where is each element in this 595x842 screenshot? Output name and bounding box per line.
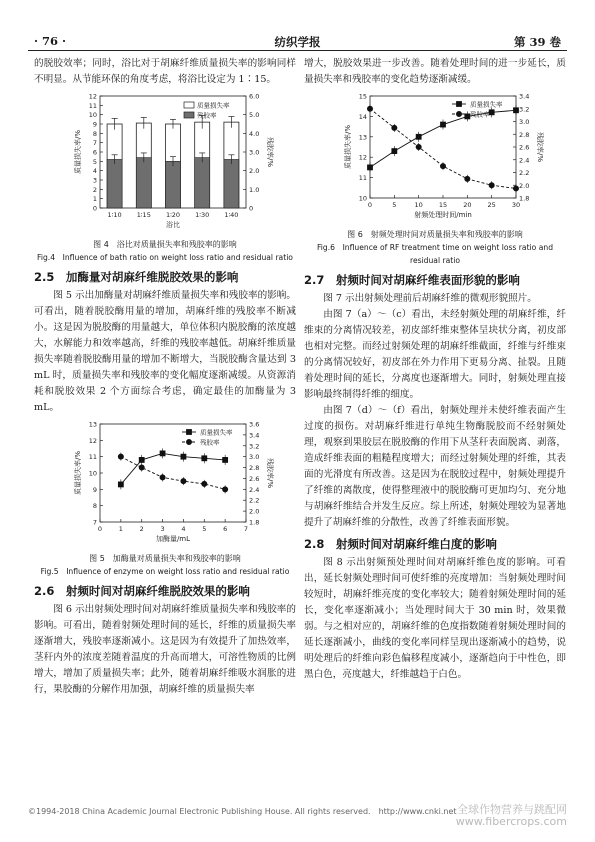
running-header xyxy=(28,32,567,51)
y2-tick-label: 6.0 xyxy=(249,92,260,101)
point-loss xyxy=(223,457,228,462)
y2-tick-label: 3.4 xyxy=(519,92,530,101)
x-tick-label: 1∶40 xyxy=(224,211,239,219)
section-2-7-title: 2.7 射频时间对胡麻纤维表面形貌的影响 xyxy=(304,273,520,287)
x-tick-label: 6 xyxy=(223,525,228,533)
section-2-7-p1: 图 7 示出射频处理前后胡麻纤维的微观形貌照片。 xyxy=(323,293,537,304)
legend-marker-residual xyxy=(456,111,461,116)
y2-tick-label: 0 xyxy=(249,204,254,213)
legend-swatch-loss xyxy=(184,102,194,108)
legend-marker-loss xyxy=(457,102,462,107)
section-2-6-text: 图 6 示出射频处理时间对胡麻纤维质量损失率和残胶率的影响。可看出，随着射频处理时间的延长，纤维的质量损失率逐渐增大，残胶率逐渐减小。这是因为有效提升了加热效率，茎秆内外的浓度差随着温度的升高而增大，可溶性物质的比例增大，增加了质量损失率；此外，随着胡麻纤维吸水润胀的进行，果胶酶的分解作用加强，胡麻纤维的质量损失率 xyxy=(34,604,296,695)
y2-tick-label: 5.0 xyxy=(249,111,260,120)
figure-4-caption-en: Fig.4 Influence of bath ratio on weight loss ratio and residual ratio xyxy=(37,253,293,262)
y2-tick-label: 3.0 xyxy=(249,453,260,462)
y-tick-label: 10 xyxy=(358,194,367,203)
y2-tick-label: 2.4 xyxy=(519,156,530,165)
watermark-zh: 全球作物营养与跳配网 xyxy=(457,803,567,816)
y2-tick-label: 1.8 xyxy=(249,518,260,527)
y-tick-label: 5 xyxy=(92,157,97,166)
x-axis-label: 射频处理时间/min xyxy=(414,211,472,219)
y2-tick-label: 2.0 xyxy=(519,181,530,190)
y-tick-label: 12 xyxy=(88,436,97,445)
bar-residual xyxy=(195,158,210,208)
paragraph-continued: 的脱胶效率；同时，浴比对于胡麻纤维质量损失率的影响同样不明显。从节能环保的角度考虑，将浴比设定为 1∶15。 xyxy=(34,58,296,85)
point-loss xyxy=(489,110,494,115)
x-tick-label: 1 xyxy=(118,525,123,533)
y2-axis-label: 残胶率/% xyxy=(536,131,544,163)
point-loss xyxy=(392,149,397,154)
volume-label: 第 39 卷 xyxy=(513,35,561,49)
watermark xyxy=(456,804,567,828)
point-loss xyxy=(181,454,186,459)
point-residual xyxy=(416,144,421,149)
bar-residual xyxy=(166,161,181,208)
y-tick-label: 1 xyxy=(92,195,97,204)
point-residual xyxy=(440,164,445,169)
enzyme-dosage-chart xyxy=(34,418,296,546)
y2-tick-label: 2.8 xyxy=(249,464,260,473)
legend-marker-loss xyxy=(187,430,192,435)
point-loss xyxy=(368,165,373,170)
y-axis-label: 质量损失率/% xyxy=(74,129,82,175)
point-loss xyxy=(160,451,165,456)
point-residual xyxy=(202,481,207,486)
x-tick-label: 1∶30 xyxy=(195,211,210,219)
x-tick-label: 1∶10 xyxy=(107,211,122,219)
y2-tick-label: 2.6 xyxy=(519,143,530,152)
x-tick-label: 30 xyxy=(511,201,521,209)
page-number: · 76 · xyxy=(34,34,67,48)
y-tick-label: 10 xyxy=(88,469,97,478)
journal-name: 纺织学报 xyxy=(274,35,321,49)
point-residual xyxy=(489,183,494,188)
x-tick-label: 20 xyxy=(463,201,472,209)
y2-tick-label: 3.2 xyxy=(519,105,530,114)
y-tick-label: 4 xyxy=(92,167,97,176)
y-tick-label: 7 xyxy=(92,518,97,527)
legend-label-residual: 残胶率 xyxy=(470,110,490,119)
plot-frame xyxy=(100,424,246,522)
bar-residual xyxy=(136,158,151,208)
y-tick-label: 11 xyxy=(88,453,97,462)
y-tick-label: 9 xyxy=(92,120,97,129)
section-2-8-text: 图 8 示出射频预处理时间对胡麻纤维色度的影响。可看出，延长射频处理时间可使纤维的亮度增加：当射频处理时间较短时，胡麻纤维亮度的变化率较大；随着射频处理时间的延长，变化率逐渐减小；当处理时间大于 30 min 时，效果微弱。与之相对应的，胡麻纤维的色度指数随着射频处理时间的延长逐渐减小，曲线的变化率同样呈现出逐渐减小的趋势，说明处理后的纤维向彩色偏移程度减小，逐渐趋向于中性色，即黑白色，亮度越大，纤维越趋于白色。 xyxy=(304,557,566,680)
y-tick-label: 0 xyxy=(92,204,97,213)
figure-6 xyxy=(304,90,566,267)
footer xyxy=(28,803,567,828)
y-tick-label: 10 xyxy=(88,111,97,120)
y-axis-label: 质量损失率/% xyxy=(344,124,352,170)
rf-time-chart xyxy=(304,90,566,222)
x-tick-label: 7 xyxy=(243,525,249,533)
y2-tick-label: 2.2 xyxy=(249,496,260,505)
y-tick-label: 7 xyxy=(92,139,97,148)
y-tick-label: 8 xyxy=(92,129,97,138)
y2-tick-label: 3.0 xyxy=(249,148,260,157)
point-loss xyxy=(514,108,519,113)
y2-tick-label: 3.6 xyxy=(249,420,260,429)
y2-tick-label: 3.0 xyxy=(519,118,530,126)
paragraph-continued-right: 增大，脱胶效果进一步改善。随着处理时间的进一步延长，质量损失率和残胶率的变化趋势逐渐减缓。 xyxy=(304,58,566,85)
y2-tick-label: 1.8 xyxy=(519,194,530,203)
point-residual xyxy=(160,475,165,480)
y2-tick-label: 2.8 xyxy=(519,130,530,139)
y2-tick-label: 2.0 xyxy=(249,167,260,176)
y-tick-label: 2 xyxy=(92,185,97,194)
y2-axis-label: 残胶率/% xyxy=(266,457,274,489)
point-residual xyxy=(513,186,518,191)
line-loss xyxy=(370,110,516,167)
figure-4 xyxy=(34,90,296,264)
y-tick-label: 3 xyxy=(92,176,97,185)
y-tick-label: 6 xyxy=(92,148,97,157)
point-residual xyxy=(465,176,470,181)
x-tick-label: 5 xyxy=(392,201,397,209)
section-2-8-title: 2.8 射频时间对胡麻纤维白度的影响 xyxy=(304,537,497,551)
legend-label-loss: 质量损失率 xyxy=(470,100,503,109)
y-tick-label: 14 xyxy=(358,112,367,121)
point-residual xyxy=(139,465,144,470)
x-tick-label: 3 xyxy=(160,525,165,533)
point-residual xyxy=(392,125,397,130)
point-loss xyxy=(202,456,207,461)
y-tick-label: 11 xyxy=(88,101,97,110)
x-tick-label: 25 xyxy=(487,201,496,209)
y-tick-label: 13 xyxy=(358,133,367,142)
x-tick-label: 1∶15 xyxy=(136,211,151,219)
line-loss xyxy=(121,453,225,484)
copyright-line: ©1994-2018 China Academic Journal Electronic Publishing House. All rights reserved. http://www.cnki.net xyxy=(28,807,457,816)
section-2-5-text: 图 5 示出加酶量对胡麻纤维质量损失率和残胶率的影响。可看出，随着脱胶酶用量的增加，胡麻纤维的残胶率不断减小。这是因为脱胶酶的用量越大，单位体积内脱胶酶的浓度越大，水解能力和效率越高，纤维的残胶率越低。胡麻纤维质量损失率随着脱胶酶用量的增加不断增大，当脱胶酶含量达到 3 mL 时，质量损失率和残胶率的变化幅度逐渐减缓。从资源消耗和脱胶效果 2 个方面综合考虑，确定最佳的加酶量为 3 mL。 xyxy=(34,290,296,413)
bath-ratio-chart xyxy=(34,90,296,232)
watermark-en: www.fibercrops.com xyxy=(455,815,567,828)
figure-5 xyxy=(34,418,296,578)
y-tick-label: 9 xyxy=(92,485,97,494)
bar-residual xyxy=(107,159,122,208)
point-loss xyxy=(441,122,446,127)
point-residual xyxy=(223,487,228,492)
y-tick-label: 13 xyxy=(88,420,97,429)
legend-label-loss: 质量损失率 xyxy=(200,428,233,437)
y2-tick-label: 3.2 xyxy=(249,442,260,451)
y2-tick-label: 2.4 xyxy=(249,485,260,494)
x-tick-label: 0 xyxy=(97,525,103,533)
y-tick-label: 8 xyxy=(92,502,97,511)
point-loss xyxy=(416,134,421,139)
y-tick-label: 15 xyxy=(358,92,367,101)
section-2-5-title: 2.5 加酶量对胡麻纤维脱胶效果的影响 xyxy=(34,270,239,284)
y2-tick-label: 2.2 xyxy=(519,169,530,177)
x-tick-label: 4 xyxy=(181,525,186,533)
x-tick-label: 5 xyxy=(202,525,207,533)
x-tick-label: 0 xyxy=(367,201,373,209)
legend-label-loss: 质量损失率 xyxy=(197,101,230,110)
bar-residual xyxy=(224,159,239,208)
point-residual xyxy=(367,106,372,111)
point-residual xyxy=(118,454,123,459)
section-2-7-p3: 由图 7（d）～（f）看出，射频处理并未使纤维表面产生过度的损伤。对胡麻纤维进行单纯生物酶脱胶而不经射频处理，观察到果胶层在脱胶酶的作用下从茎秆表面脱离、剥落，造成纤维表面的粗糙程度增大；而经过射频处理的纤维，其表面的光滑度有所改善。这是因为在脱胶过程中，射频处理提升了纤维的离散度，使得整理液中的脱胶酶可更加均匀、充分地与胡麻纤维结合并发生反应。综上所述，射频处理较为显著地提升了胡麻纤维的分散性，改善了纤维表面形貌。 xyxy=(304,405,566,528)
y2-tick-label: 2.0 xyxy=(249,507,260,516)
left-column xyxy=(34,56,296,698)
y-axis-label: 质量损失率/% xyxy=(74,450,82,496)
figure-4-caption-zh: 图 4 浴比对质量损失率和残胶率的影响 xyxy=(93,240,237,249)
point-residual xyxy=(181,479,186,484)
x-axis-label: 浴比 xyxy=(166,221,180,229)
x-tick-label: 15 xyxy=(438,201,448,209)
legend-swatch-residual xyxy=(184,112,194,118)
section-2-7-p2: 由图 7（a）～（c）看出，未经射频处理的胡麻纤维，纤维束的分离情况较差，初皮部纤维束整体呈块状分离，初皮部也相对完整。而经过射频处理的胡麻纤维截面，纤维与纤维束的分离情况较好，初皮部在外力作用下更易分离、扯裂。且随着处理时间的延长，分离度也逐渐增大。同时，射频处理直接影响最终制得纤维的细度。 xyxy=(304,309,566,400)
figure-5-caption-en: Fig.5 Influence of enzyme on weight loss ratio and residual ratio xyxy=(40,567,290,576)
figure-6-caption-zh: 图 6 射频处理时间对质量损失率和残胶率的影响 xyxy=(347,230,523,239)
y-tick-label: 12 xyxy=(358,153,367,162)
figure-5-caption-zh: 图 5 加酶量对质量损失率和残胶率的影响 xyxy=(89,554,241,563)
y2-tick-label: 4.0 xyxy=(249,129,260,138)
y2-tick-label: 3.4 xyxy=(249,431,260,440)
right-column xyxy=(304,56,566,683)
x-tick-label: 1∶20 xyxy=(165,211,181,219)
line-residual xyxy=(121,457,225,490)
y2-tick-label: 2.6 xyxy=(249,474,260,483)
y-tick-label: 11 xyxy=(358,174,367,183)
y2-tick-label: 1.0 xyxy=(249,185,260,194)
x-axis-label: 加酶量/mL xyxy=(155,535,191,543)
point-loss xyxy=(139,457,144,462)
y-tick-label: 12 xyxy=(88,92,97,101)
figure-6-caption-en: Fig.6 Influence of RF treatment time on weight loss ratio and residual ratio xyxy=(316,243,554,265)
legend-label-residual: 残胶率 xyxy=(200,438,220,447)
point-loss xyxy=(118,482,123,487)
x-tick-label: 2 xyxy=(139,525,144,533)
section-2-6-title: 2.6 射频时间对胡麻纤维脱胶效果的影响 xyxy=(34,584,250,598)
legend-label-residual: 残胶率 xyxy=(197,111,217,120)
x-tick-label: 10 xyxy=(414,201,423,209)
legend-marker-residual xyxy=(186,439,191,444)
y2-axis-label: 残胶率/% xyxy=(266,136,274,168)
